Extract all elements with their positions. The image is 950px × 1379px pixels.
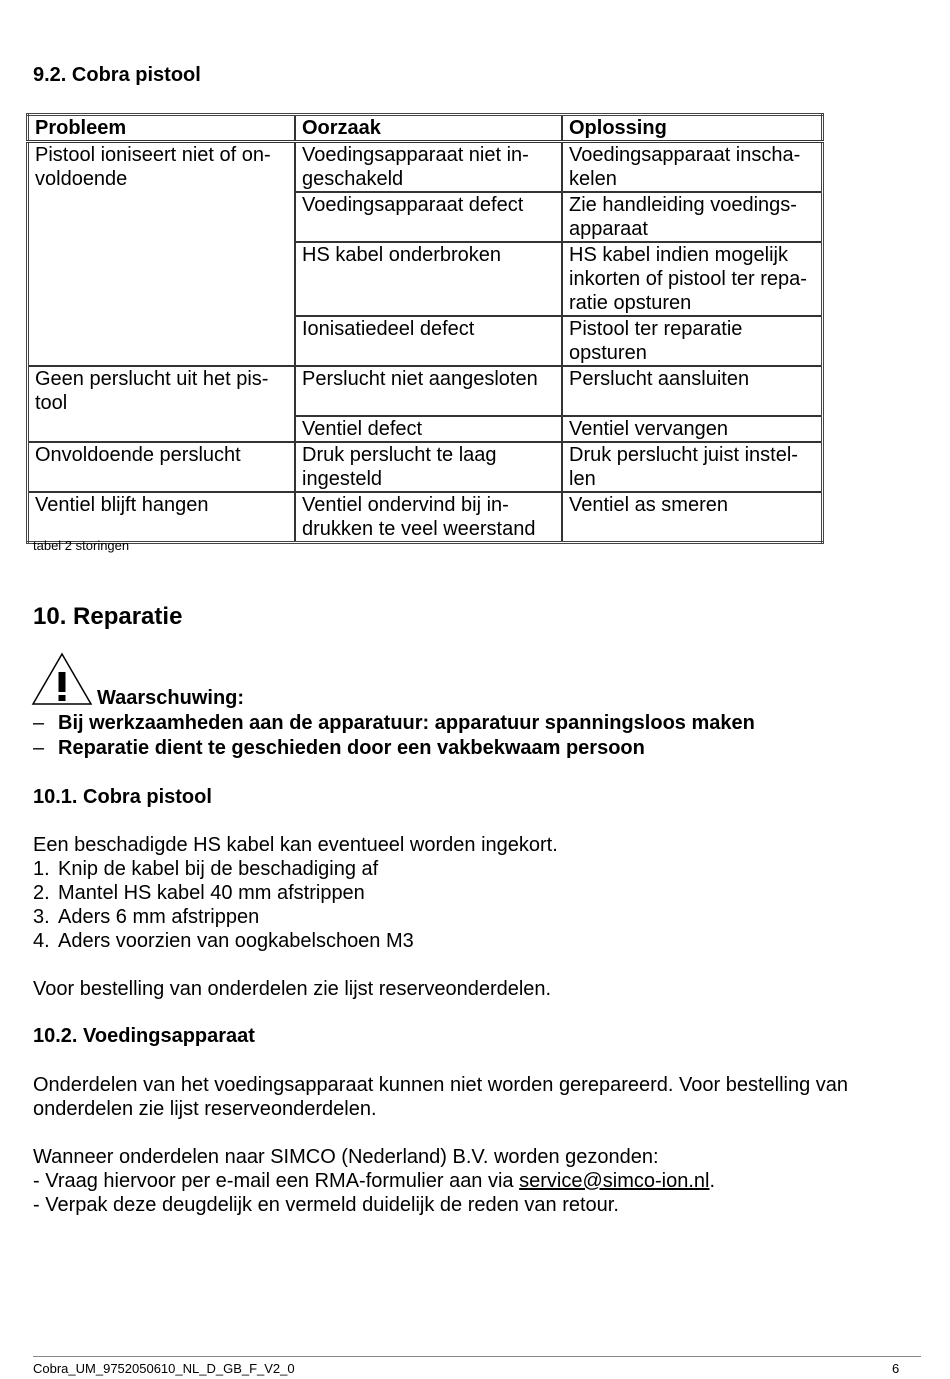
list-item: [33, 929, 414, 953]
paragraph-line: onderdelen zie lijst reserveonderdelen.: [33, 1098, 377, 1120]
cell-text: Druk perslucht juist instel- len: [569, 444, 798, 490]
cell-text: Ventiel vervangen: [569, 418, 729, 440]
page-number: 6: [892, 1361, 900, 1376]
cell-text: Pistool ter reparatie opsturen: [569, 318, 743, 364]
cell-text: Ionisatiedeel defect: [302, 318, 475, 340]
column-header-solution: Oplossing: [562, 115, 823, 142]
table-cell-cause: [295, 366, 562, 416]
list-number: 4.: [33, 930, 50, 952]
paragraph-line: [33, 1169, 715, 1193]
dash-marker: –: [33, 712, 45, 734]
warning-item: [33, 712, 755, 735]
table-cell-cause: [295, 316, 562, 366]
table-cell-solution: [562, 366, 823, 416]
order-note: Voor bestelling van onderdelen zie lijst reserveonderdelen.: [33, 978, 552, 1000]
footer-doc-id: Cobra_UM_9752050610_NL_D_GB_F_V2_0: [33, 1361, 295, 1376]
list-text: Aders 6 mm afstrippen: [58, 906, 260, 928]
column-header-cause: Oorzaak: [295, 115, 562, 142]
rma-request-text: - Vraag hiervoor per e-mail een RMA-formulier aan via: [33, 1170, 520, 1192]
section-9-2-heading: 9.2. Cobra pistool: [33, 64, 201, 86]
cell-text: Onvoldoende perslucht: [35, 444, 241, 466]
cell-text: Voedingsapparaat niet in- geschakeld: [302, 144, 529, 190]
punctuation: .: [709, 1170, 716, 1192]
warning-text: Reparatie dient te geschieden door een vakbekwaam persoon: [58, 737, 645, 759]
table-cell-cause: [295, 442, 562, 492]
list-text: Aders voorzien van oogkabelschoen M3: [58, 930, 414, 952]
warning-text: Bij werkzaamheden aan de apparatuur: apparatuur spanningsloos maken: [58, 712, 755, 734]
footer-divider: [33, 1356, 921, 1357]
paragraph-line: Onderdelen van het voedingsapparaat kunnen niet worden gerepareerd. Voor bestelling van: [33, 1074, 849, 1096]
table-cell-solution: [562, 192, 823, 242]
cell-text: Geen perslucht uit het pis- tool: [35, 368, 269, 414]
cell-text: Pistool ioniseert niet of on- voldoende: [35, 144, 271, 190]
cell-text: Druk perslucht te laag ingesteld: [302, 444, 497, 490]
table-row: [28, 442, 823, 492]
dash-marker: –: [33, 737, 45, 759]
table-row: [28, 142, 823, 193]
warning-item: [33, 737, 645, 760]
cell-text: Ventiel as smeren: [569, 494, 728, 516]
table-cell-solution: [562, 142, 823, 193]
section-10-1-heading: 10.1. Cobra pistool: [33, 786, 212, 808]
cell-text: Ventiel ondervind bij in- drukken te veel weerstand: [302, 494, 536, 540]
cell-text: HS kabel onderbroken: [302, 244, 502, 266]
table-row: [28, 492, 823, 543]
table-cell-solution: [562, 242, 823, 316]
list-number: 3.: [33, 906, 50, 928]
list-text: Mantel HS kabel 40 mm afstrippen: [58, 882, 365, 904]
table-cell-problem: [28, 366, 296, 442]
table-cell-cause: [295, 492, 562, 543]
column-header-problem: Probleem: [28, 115, 296, 142]
table-row: [28, 366, 823, 416]
cell-text: Zie handleiding voedings- apparaat: [569, 194, 797, 240]
cell-text: Perslucht aansluiten: [569, 368, 750, 390]
paragraph-line: Wanneer onderdelen naar SIMCO (Nederland) B.V. worden gezonden:: [33, 1146, 659, 1168]
table-cell-cause: [295, 192, 562, 242]
table-cell-problem: [28, 442, 296, 492]
service-email-link[interactable]: service@simco-ion.nl: [519, 1170, 710, 1192]
table-caption: tabel 2 storingen: [33, 538, 130, 553]
cell-text: Ventiel blijft hangen: [35, 494, 209, 516]
cell-text: Ventiel defect: [302, 418, 423, 440]
list-item: [33, 881, 365, 905]
table-cell-problem: [28, 492, 296, 543]
section-10-heading: 10. Reparatie: [33, 603, 183, 630]
list-text: Knip de kabel bij de beschadiging af: [58, 858, 379, 880]
paragraph-line: - Verpak deze deugdelijk en vermeld duidelijk de reden van retour.: [33, 1194, 619, 1216]
section-10-2-heading: 10.2. Voedingsapparaat: [33, 1025, 255, 1047]
cell-text: Perslucht niet aangesloten: [302, 368, 538, 390]
table-cell-solution: [562, 316, 823, 366]
table-cell-cause: [295, 142, 562, 193]
table-cell-solution: [562, 416, 823, 442]
table-header-row: [28, 115, 823, 142]
warning-label: Waarschuwing:: [97, 687, 245, 709]
list-number: 1.: [33, 858, 50, 880]
table-cell-cause: [295, 416, 562, 442]
troubleshooting-table: [26, 113, 824, 544]
table-cell-solution: [562, 492, 823, 543]
table-cell-cause: [295, 242, 562, 316]
table-cell-problem: [28, 142, 296, 367]
section-10-1-intro: Een beschadigde HS kabel kan eventueel worden ingekort.: [33, 834, 558, 856]
list-item: [33, 857, 378, 881]
cell-text: Voedingsapparaat defect: [302, 194, 524, 216]
warning-triangle-icon: [31, 652, 93, 706]
cell-text: HS kabel indien mogelijk inkorten of pistool ter repa- ratie opsturen: [569, 244, 807, 314]
list-number: 2.: [33, 882, 50, 904]
table-cell-solution: [562, 442, 823, 492]
list-item: [33, 905, 259, 929]
cell-text: Voedingsapparaat inscha- kelen: [569, 144, 801, 190]
